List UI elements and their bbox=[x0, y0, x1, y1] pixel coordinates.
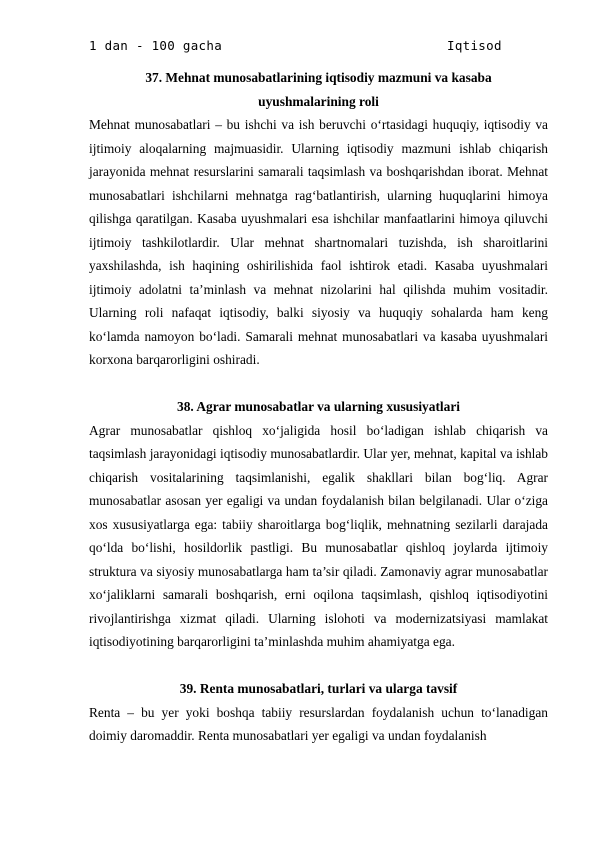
section-39 bbox=[89, 677, 548, 748]
section-title: 37. Mehnat munosabatlarining iqtisodiy mazmuni va kasaba uyushmalarining roli bbox=[145, 70, 492, 109]
header-range-label: 1 dan - 100 gacha bbox=[89, 38, 223, 53]
section-spacer bbox=[89, 654, 548, 678]
section-title: 38. Agrar munosabatlar va ularning xususiyatlari bbox=[177, 399, 460, 414]
section-37 bbox=[89, 66, 548, 372]
header-subject-label: Iqtisod bbox=[447, 38, 502, 53]
section-title: 39. Renta munosabatlari, turlari va ularga tavsif bbox=[179, 681, 458, 696]
section-paragraph: Renta – bu yer yoki boshqa tabiiy resurslardan foydalanish uchun to‘lanadigan doimiy daromaddir. Renta munosabatlari yer egaligi va undan foydalanish bbox=[89, 704, 548, 743]
section-paragraph: Agrar munosabatlar qishloq xo‘jaligida hosil bo‘ladigan ishlab chiqarish va taqsimlash jarayonidagi iqtisodiy munosabatlardir. Ular yer, mehnat, kapital va ishlab chiqarish vositalarining taqsimlanishi, egalik shakllari bilan bog‘liq. Agrar munosabatlar asosan yer egaligi va undan foydalanish bilan belgilanadi. Ular o‘ziga xos xususiyatlarga ega: tabiiy sharoitlarga bog‘liqlik, mehnatning sezilarli darajada qo‘lda bo‘lishi, hosildorlik pastligi. Bu munosabatlar qishloq joylarda ijtimoiy struktura va siyosiy munosabatlarga ham ta’sir qiladi. Zamonaviy agrar munosabatlar xo‘jaliklarni samarali boshqarish, erni oqilona taqsimlash, qishloq iqtisodiyotini rivojlantirishga xizmat qiladi. Ularning islohoti va modernizatsiyasi mamlakat iqtisodiyotining barqarorligini ta’minlashda muhim ahamiyatga ega. bbox=[89, 422, 548, 649]
section-spacer bbox=[89, 372, 548, 396]
section-paragraph: Mehnat munosabatlari – bu ishchi va ish beruvchi o‘rtasidagi huquqiy, iqtisodiy va ijtimoiy aloqalarning majmuasidir. Ularning iqtisodiy mazmuni ishlab chiqarish jarayonida mehnat resurslarini samarali taqsimlash va boshqarishdan iborat. Mehnat munosabatlari ishchilarni mehnatga rag‘batlantirish, ularning huquqlarini himoya qilishga qaratilgan. Kasaba uyushmalari esa ishchilar manfaatlarini himoya qiluvchi ijtimoiy tashkilotlardir. Ular mehnat shartnomalari tuzishda, ish sharoitlarini yaxshilashda, ish haqining oshirilishida faol ishtirok etadi. Kasaba uyushmalari ijtimoiy adolatni ta’minlash va mehnat nizolarini hal qilishda muhim vositadir. Ularning roli nafaqat iqtisodiy, balki siyosiy va huquqiy sohalarda ham keng ko‘lamda namoyon bo‘ladi. Samarali mehnat munosabatlari va kasaba uyushmalari korxona barqarorligini oshiradi. bbox=[89, 117, 548, 367]
document-body bbox=[89, 66, 548, 748]
section-38 bbox=[89, 395, 548, 654]
page-header bbox=[89, 38, 509, 56]
